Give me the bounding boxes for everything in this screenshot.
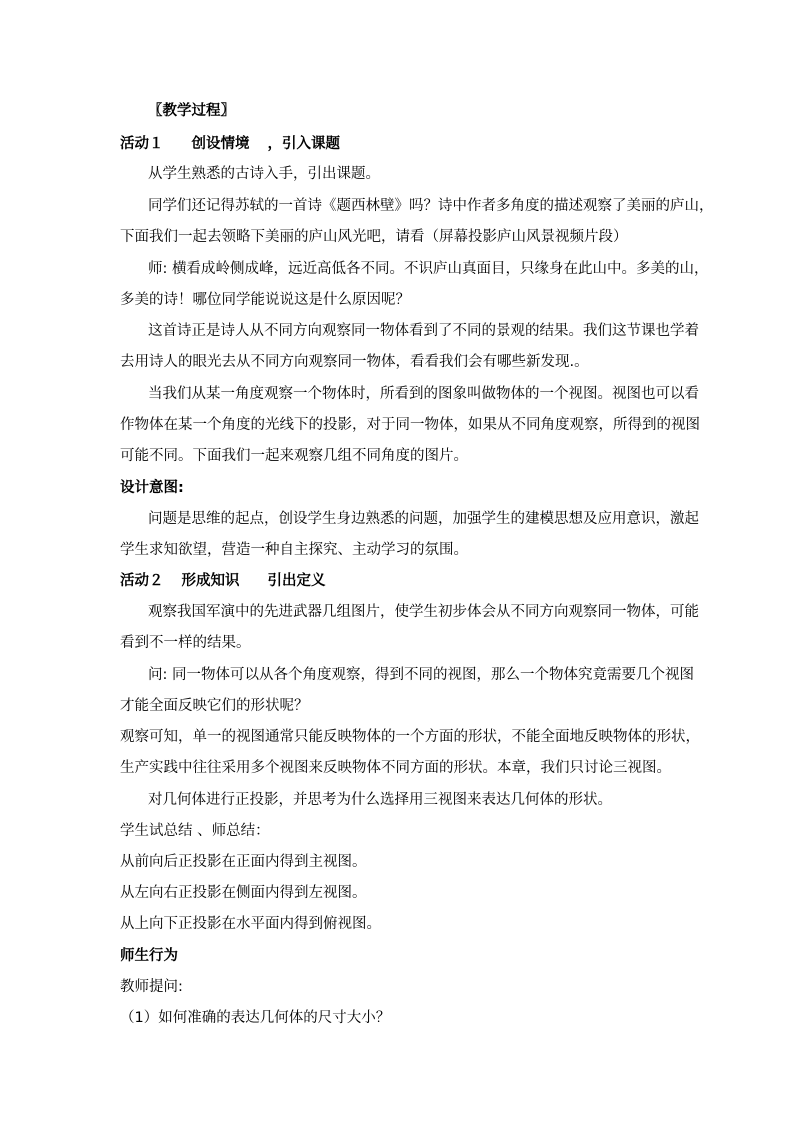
paragraph-line: 看到不一样的结果。 xyxy=(120,635,251,651)
activity-1-title-a: 创设情境 xyxy=(191,136,250,152)
paragraph-line: 下面我们一起去领略下美丽的庐山风光吧，请看（屏幕投影庐山风景视频片段） xyxy=(120,229,628,245)
section-title: 〖教学过程〗 xyxy=(148,103,235,119)
paragraph-line: 这首诗正是诗人从不同方向观察同一物体看到了不同的景观的结果。我们这节课也学着 xyxy=(148,323,699,339)
paragraph-line: 师: 横看成岭侧成峰，远近高低各不同。不识庐山真面目，只缘身在此山中。多美的山， xyxy=(148,261,709,277)
activity-2-title-a: 形成知识 xyxy=(181,573,240,589)
paragraph-line: 同学们还记得苏轼的一首诗《题西林壁》吗？诗中作者多角度的描述观察了美丽的庐山， xyxy=(148,198,714,214)
design-intent-heading: 设计意图: xyxy=(120,480,184,496)
paragraph-line: 观察可知，单一的视图通常只能反映物体的一个方面的形状，不能全面地反映物体的形状， xyxy=(120,729,700,745)
paragraph-line: 作物体在某一个角度的光线下的投影，对于同一物体，如果从不同角度观察，所得到的视图 xyxy=(120,417,700,433)
paragraph-line: 从左向右正投影在侧面内得到左视图。 xyxy=(120,885,367,901)
paragraph-line: 可能不同。下面我们一起来观察几组不同角度的图片。 xyxy=(120,448,468,464)
activity-1-heading xyxy=(120,134,680,154)
paragraph-line: 学生试总结 、师总结： xyxy=(120,823,270,839)
paragraph-line: 问题是思维的起点，创设学生身边熟悉的问题，加强学生的建模思想及应用意识，激起 xyxy=(148,511,699,527)
paragraph-line: 去用诗人的眼光去从不同方向观察同一物体，看看我们会有哪些新发现.。 xyxy=(120,354,589,370)
paragraph-line: 学生求知欲望，营造一种自主探究、主动学习的氛围。 xyxy=(120,542,468,558)
activity-1-title-b: ，引入课题 xyxy=(267,136,340,152)
paragraph-line: 对几何体进行正投影，并思考为什么选择用三视图来表达几何体的形状。 xyxy=(148,792,612,808)
activity-2-title-b: 引出定义 xyxy=(267,573,326,589)
paragraph-line: 才能全面反映它们的形状呢？ xyxy=(120,698,309,714)
paragraph-line: 从上向下正投影在水平面内得到俯视图。 xyxy=(120,916,381,932)
paragraph-line: 当我们从某一角度观察一个物体时，所看到的图象叫做物体的一个视图。视图也可以看 xyxy=(148,386,699,402)
paragraph-line: 从学生熟悉的古诗入手，引出课题。 xyxy=(148,166,380,182)
activity-2-heading xyxy=(120,571,680,591)
activity-2-label: 活动２ xyxy=(120,573,164,589)
paragraph-line: 问: 同一物体可以从各个角度观察，得到不同的视图，那么一个物体究竟需要几个视图 xyxy=(148,667,694,683)
paragraph-line: 生产实践中往往采用多个视图来反映物体不同方面的形状。本章，我们只讨论三视图。 xyxy=(120,760,671,776)
paragraph-line: 从前向后正投影在正面内得到主视图。 xyxy=(120,854,367,870)
paragraph-line: 观察我国军演中的先进武器几组图片，使学生初步体会从不同方向观察同一物体，可能 xyxy=(148,604,699,620)
teacher-student-heading: 师生行为 xyxy=(120,948,178,964)
paragraph-line: 多美的诗！哪位同学能说说这是什么原因呢？ xyxy=(120,292,410,308)
paragraph-line: 教师提问: xyxy=(120,979,183,995)
paragraph-line: （1）如何准确的表达几何体的尺寸大小？ xyxy=(120,1010,391,1026)
activity-1-label: 活动１ xyxy=(120,136,164,152)
